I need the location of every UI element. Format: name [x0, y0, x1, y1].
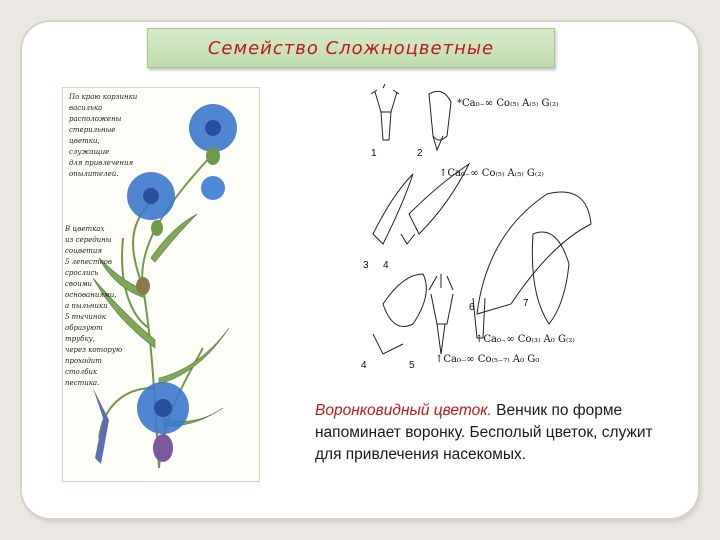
cornflower-illustration: [62, 87, 260, 482]
figure-number-1: 1: [371, 148, 377, 159]
caption-term: Воронковидный цветок.: [315, 402, 492, 419]
figure-number-2: 2: [417, 148, 423, 159]
figure-number-3: 3: [363, 260, 369, 271]
formula-1: *Ca₀₋∞ Co₍₅₎ A₍₅₎ G₍₂₎: [457, 98, 559, 109]
title-bar: [147, 28, 555, 68]
slide-title: Семейство Сложноцветные: [207, 37, 495, 59]
figure-number-4b: 4: [361, 360, 367, 371]
note-fertile-florets: В цветках из середины соцветия 5 лепестков срослись своими основаниями, а пыльники 5 тычинок образуют трубку, через которую проходит столбик пестика.: [65, 225, 123, 387]
figure-number-7: 7: [523, 298, 529, 309]
figure-number-5: 5: [409, 360, 415, 371]
formula-2: ↑Ca₀₋∞ Co₍₅₎ A₍₅₎ G₍₂₎: [439, 168, 544, 179]
caption: [315, 400, 655, 466]
flower-head-top: [189, 104, 237, 165]
note-sterile-florets: По краю корзинки василька расположены стерильные цветки, служащие для привлечения опылителей.: [69, 93, 138, 178]
formula-3: ↑Ca₀₋∞ Co₍₃₎ A₀ G₍₂₎: [475, 334, 575, 345]
caption-text: Венчик по форме напоминает воронку. Бесполый цветок, служит для привлечения насекомых.: [315, 402, 653, 463]
flower-head-bottom: [137, 382, 189, 462]
figure-number-6: 6: [469, 302, 475, 313]
formula-4: ↑Ca₀₋∞ Co₍₅₋₇₎ A₀ G₀: [435, 354, 540, 365]
flower-bud: [136, 277, 150, 295]
figure-number-4a: 4: [383, 260, 389, 271]
flower-head-right: [201, 176, 225, 200]
flower-head-middle: [127, 172, 175, 236]
floret-diagram: [353, 84, 601, 378]
